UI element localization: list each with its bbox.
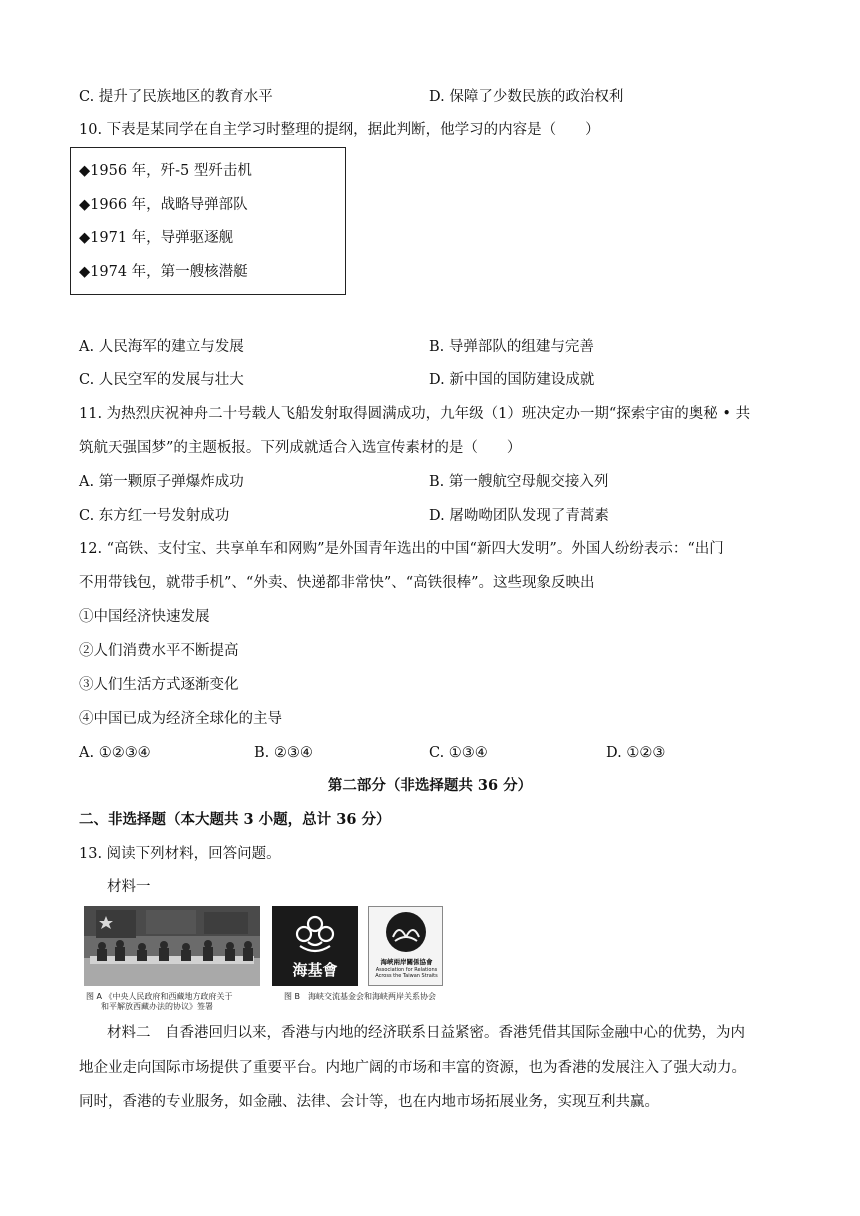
q12-statement-2: ②人们消费水平不断提高 [79,643,239,659]
q10-item-1: ◆1956 年，歼-5 型歼击机 [79,163,252,179]
arats-logo [368,906,443,986]
q10-item-4: ◆1974 年，第一艘核潜艇 [79,264,248,280]
figure-b-caption: 图 B 海峡交流基金会和海峡两岸关系协会 [284,992,437,1001]
q10-option-a: A. 人民海军的建立与发展 [79,339,244,355]
part-two-title: 第二部分（非选择题共 36 分） [327,777,533,794]
q11-option-c: C. 东方红一号发射成功 [79,508,230,524]
q11-stem-line-2: 筑航天强国梦”的主题板报。下列成就适合入选宣传素材的是（ ） [79,440,522,456]
q12-option-a: A. ①②③④ [79,745,151,761]
q10-option-b: B. 导弹部队的组建与完善 [429,339,594,355]
q10-option-d: D. 新中国的国防建设成就 [429,372,595,388]
q10-stem: 10. 下表是某同学在自主学习时整理的提纲，据此判断，他学习的内容是（ ） [79,122,600,138]
q9-option-c: C. 提升了民族地区的教育水平 [79,89,273,105]
q10-option-c: C. 人民空军的发展与壮大 [79,372,244,388]
arats-logo-text-cn: 海峽兩岸關係協會 [380,958,433,966]
arats-logo-text-en-2: Across the Taiwan Straits [375,973,438,979]
q12-statement-3: ③人们生活方式逐渐变化 [79,677,239,693]
section-heading: 二、非选择题（本大题共 3 小题，总计 36 分） [79,811,391,828]
q11-stem-line-1: 11. 为热烈庆祝神舟二十号载人飞船发射取得圆满成功，九年级（1）班决定办一期“探索宇宙的奥秘 • 共 [79,406,751,422]
signing-ceremony-photo [84,906,260,986]
q10-item-2: ◆1966 年，战略导弹部队 [79,197,248,213]
q11-option-d: D. 屠呦呦团队发现了青蒿素 [429,508,609,524]
q12-stem-line-2: 不用带钱包，就带手机”、“外卖、快递都非常快”、“高铁很棒”。这些现象反映出 [79,575,595,591]
material-one-label: 材料一 [107,879,151,895]
material-two-line-2: 地企业走向国际市场提供了重要平台。内地广阔的市场和丰富的资源，也为香港的发展注入了强大动力。 [79,1060,746,1076]
sef-logo-text: 海基會 [292,961,338,979]
arats-logo-text-en-1: Association for Relations [375,967,438,973]
q12-option-d: D. ①②③ [606,745,666,761]
q12-stem-line-1: 12. “高铁、支付宝、共享单车和网购”是外国青年选出的中国“新四大发明”。外国人纷纷表示：“出门 [79,541,724,557]
sef-logo [272,906,358,986]
q9-option-d: D. 保障了少数民族的政治权利 [429,89,624,105]
q10-item-3: ◆1971 年，导弹驱逐舰 [79,230,234,246]
figure-a-caption-line-2: 和平解放西藏办法的协议》签署 [101,1002,213,1011]
figure-a-caption-line-1: 图 A 《中央人民政府和西藏地方政府关于 [86,992,233,1001]
material-two-line-1: 材料二 自香港回归以来，香港与内地的经济联系日益紧密。香港凭借其国际金融中心的优势，为内 [107,1025,745,1041]
q11-option-a: A. 第一颗原子弹爆炸成功 [79,474,244,490]
q12-option-b: B. ②③④ [254,745,313,761]
q12-option-c: C. ①③④ [429,745,488,761]
q11-option-b: B. 第一艘航空母舰交接入列 [429,474,609,490]
material-two-line-3: 同时，香港的专业服务，如金融、法律、会计等，也在内地市场拓展业务，实现互利共赢。 [79,1094,659,1110]
q12-statement-4: ④中国已成为经济全球化的主导 [79,711,282,727]
q13-stem: 13. 阅读下列材料，回答问题。 [79,846,281,862]
q12-statement-1: ①中国经济快速发展 [79,609,210,625]
